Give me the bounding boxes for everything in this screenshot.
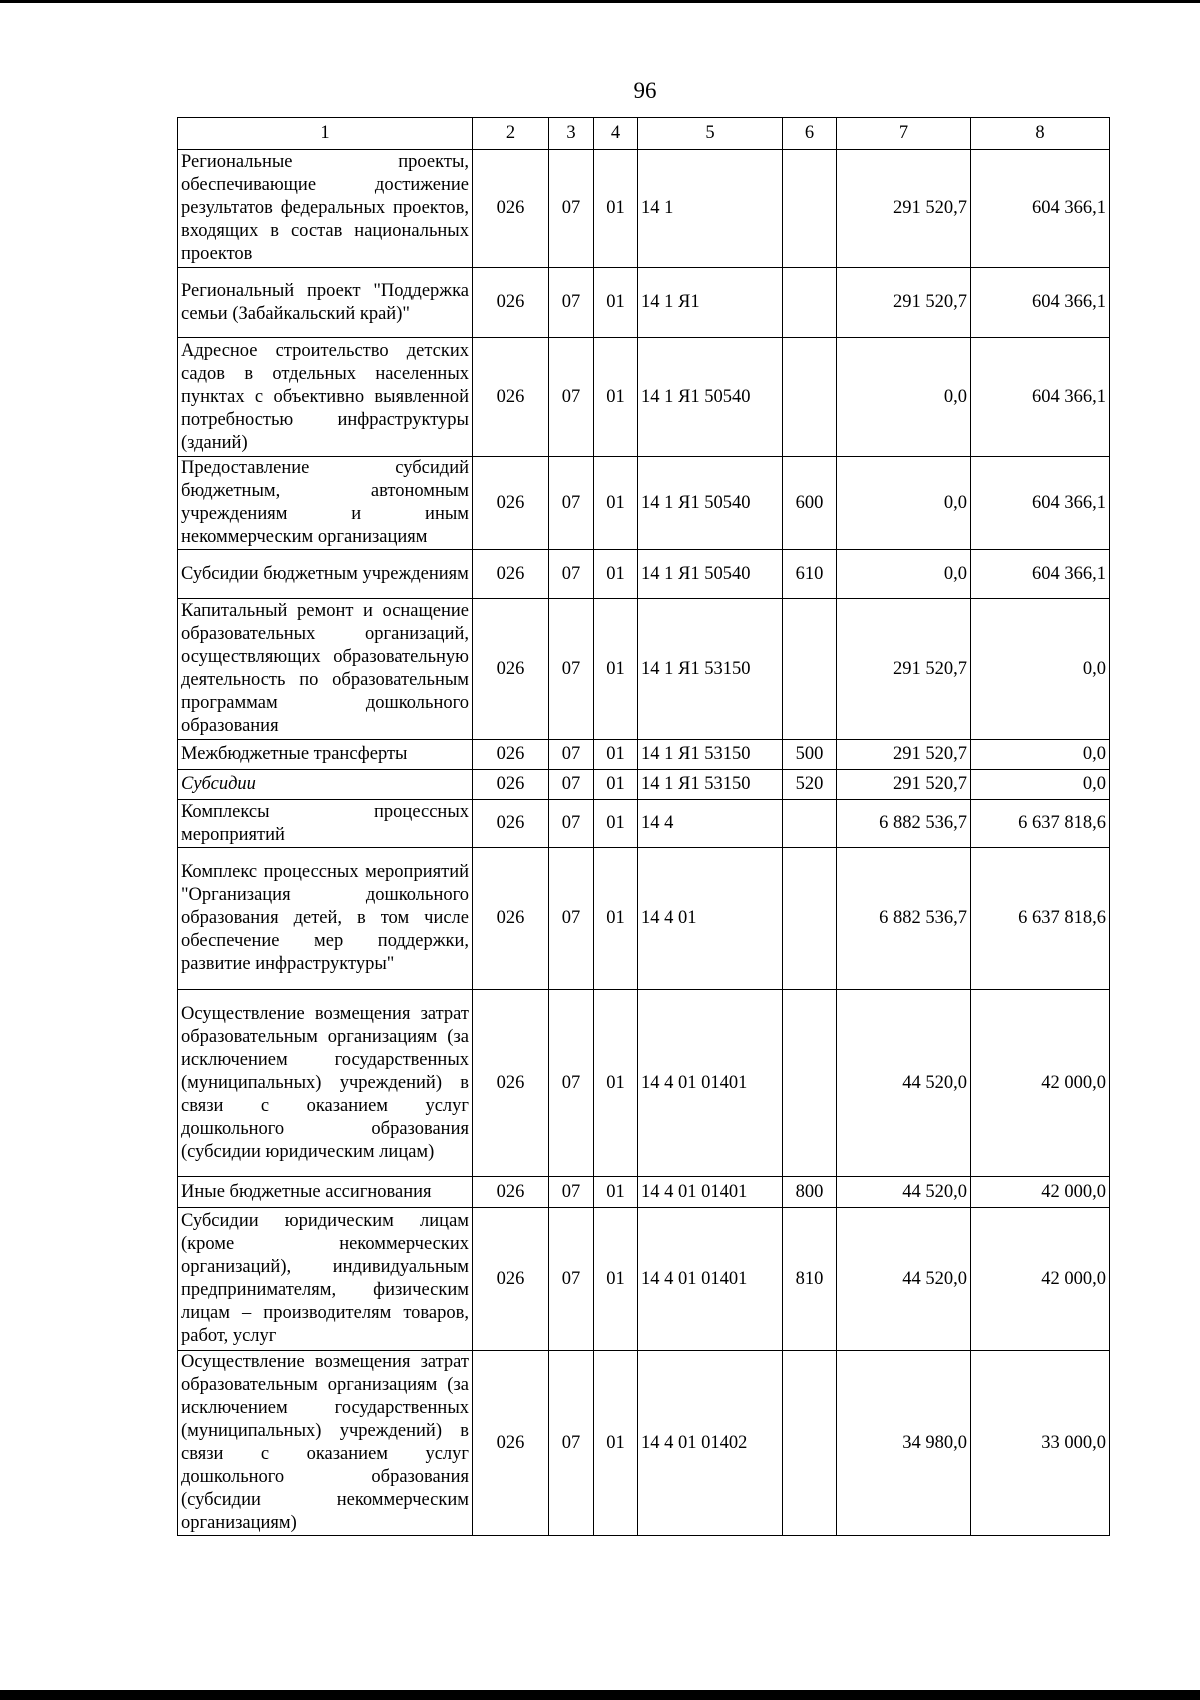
cell-amount-col7: 44 520,0 [837,1177,971,1208]
cell-amount-col8: 42 000,0 [971,1208,1110,1351]
cell-expense-type: 810 [783,1208,837,1351]
cell-expense-type [783,599,837,740]
table-row [178,1208,1110,1351]
cell-name: Комплекс процессных мероприятий "Организация дошкольного образования детей, в том числе обеспечение мер поддержки, развитие инфраструктуры" [178,848,473,990]
cell-target-article: 14 1 Я1 50540 [638,550,783,599]
cell-expense-type [783,338,837,457]
scan-top-edge [0,0,1200,3]
cell-name: Региональные проекты, обеспечивающие достижение результатов федеральных проектов, входящих в состав национальных проектов [178,150,473,268]
cell-target-article: 14 4 01 01401 [638,1177,783,1208]
header-col-3: 3 [549,118,594,150]
cell-section: 07 [549,1208,594,1351]
cell-subsection: 01 [594,150,638,268]
table-row [178,599,1110,740]
cell-subsection: 01 [594,848,638,990]
table-row [178,848,1110,990]
cell-target-article: 14 4 01 01401 [638,1208,783,1351]
cell-ministry-code: 026 [473,457,549,550]
header-row [178,118,1110,150]
cell-name: Субсидии [178,770,473,800]
header-col-6: 6 [783,118,837,150]
table-row [178,800,1110,848]
cell-amount-col8: 6 637 818,6 [971,800,1110,848]
cell-expense-type: 800 [783,1177,837,1208]
cell-ministry-code: 026 [473,848,549,990]
cell-name: Адресное строительство детских садов в отдельных населенных пунктах с объективно выявленной потребностью инфраструктуры (зданий) [178,338,473,457]
table-row [178,770,1110,800]
cell-section: 07 [549,457,594,550]
cell-expense-type [783,800,837,848]
cell-name: Субсидии юридическим лицам (кроме некоммерческих организаций), индивидуальным предпринимателям, физическим лицам – производителям товаров, работ, услуг [178,1208,473,1351]
cell-amount-col7: 291 520,7 [837,770,971,800]
cell-subsection: 01 [594,550,638,599]
cell-subsection: 01 [594,457,638,550]
table-row [178,268,1110,338]
cell-expense-type: 610 [783,550,837,599]
cell-ministry-code: 026 [473,1177,549,1208]
cell-expense-type [783,848,837,990]
cell-section: 07 [549,1351,594,1536]
cell-subsection: 01 [594,800,638,848]
cell-ministry-code: 026 [473,550,549,599]
cell-name: Предоставление субсидий бюджетным, автономным учреждениям и иным некоммерческим организациям [178,457,473,550]
cell-target-article: 14 4 01 01401 [638,990,783,1177]
cell-target-article: 14 1 Я1 50540 [638,338,783,457]
cell-amount-col7: 0,0 [837,338,971,457]
cell-target-article: 14 4 [638,800,783,848]
table-row [178,1351,1110,1536]
page-number: 96 [633,78,657,103]
cell-target-article: 14 1 Я1 [638,268,783,338]
cell-section: 07 [549,599,594,740]
cell-section: 07 [549,268,594,338]
cell-amount-col7: 6 882 536,7 [837,848,971,990]
cell-amount-col7: 44 520,0 [837,990,971,1177]
cell-subsection: 01 [594,1208,638,1351]
cell-amount-col8: 604 366,1 [971,457,1110,550]
cell-ministry-code: 026 [473,770,549,800]
cell-section: 07 [549,848,594,990]
cell-ministry-code: 026 [473,1208,549,1351]
cell-amount-col7: 291 520,7 [837,268,971,338]
table-row [178,1177,1110,1208]
cell-section: 07 [549,550,594,599]
cell-ministry-code: 026 [473,1351,549,1536]
cell-expense-type: 520 [783,770,837,800]
budget-table [177,117,1110,1536]
cell-amount-col7: 0,0 [837,457,971,550]
cell-amount-col8: 604 366,1 [971,150,1110,268]
cell-subsection: 01 [594,268,638,338]
cell-subsection: 01 [594,1177,638,1208]
cell-amount-col7: 6 882 536,7 [837,800,971,848]
cell-expense-type [783,268,837,338]
cell-section: 07 [549,150,594,268]
header-col-7: 7 [837,118,971,150]
table-row [178,550,1110,599]
cell-subsection: 01 [594,990,638,1177]
cell-amount-col7: 34 980,0 [837,1351,971,1536]
table-row [178,150,1110,268]
cell-expense-type [783,150,837,268]
header-col-1: 1 [178,118,473,150]
cell-ministry-code: 026 [473,990,549,1177]
cell-target-article: 14 1 [638,150,783,268]
cell-expense-type [783,1351,837,1536]
cell-ministry-code: 026 [473,800,549,848]
cell-amount-col7: 0,0 [837,550,971,599]
cell-amount-col8: 0,0 [971,740,1110,770]
cell-amount-col8: 604 366,1 [971,338,1110,457]
cell-amount-col8: 42 000,0 [971,1177,1110,1208]
cell-target-article: 14 1 Я1 53150 [638,770,783,800]
cell-subsection: 01 [594,1351,638,1536]
cell-section: 07 [549,990,594,1177]
cell-section: 07 [549,800,594,848]
cell-subsection: 01 [594,599,638,740]
table-row [178,338,1110,457]
cell-target-article: 14 1 Я1 50540 [638,457,783,550]
cell-target-article: 14 1 Я1 53150 [638,599,783,740]
table-body [178,150,1110,1536]
cell-name: Осуществление возмещения затрат образовательным организациям (за исключением государственных (муниципальных) учреждений) в связи с оказанием услуг дошкольного образования (субсидии юридическим лицам) [178,990,473,1177]
cell-amount-col8: 42 000,0 [971,990,1110,1177]
cell-subsection: 01 [594,740,638,770]
cell-target-article: 14 4 01 01402 [638,1351,783,1536]
header-col-4: 4 [594,118,638,150]
cell-amount-col8: 33 000,0 [971,1351,1110,1536]
table-row [178,457,1110,550]
header-col-8: 8 [971,118,1110,150]
cell-section: 07 [549,740,594,770]
cell-section: 07 [549,1177,594,1208]
cell-amount-col8: 0,0 [971,599,1110,740]
cell-ministry-code: 026 [473,268,549,338]
cell-amount-col8: 604 366,1 [971,550,1110,599]
table-row [178,740,1110,770]
cell-ministry-code: 026 [473,338,549,457]
cell-target-article: 14 4 01 [638,848,783,990]
cell-amount-col8: 6 637 818,6 [971,848,1110,990]
cell-section: 07 [549,338,594,457]
cell-name: Иные бюджетные ассигнования [178,1177,473,1208]
cell-expense-type [783,990,837,1177]
table-row [178,990,1110,1177]
cell-section: 07 [549,770,594,800]
scan-bottom-edge [0,1690,1200,1700]
cell-amount-col8: 0,0 [971,770,1110,800]
cell-name: Региональный проект "Поддержка семьи (Забайкальский край)" [178,268,473,338]
cell-name: Межбюджетные трансферты [178,740,473,770]
cell-amount-col7: 291 520,7 [837,740,971,770]
cell-amount-col7: 291 520,7 [837,599,971,740]
cell-name: Осуществление возмещения затрат образовательным организациям (за исключением государственных (муниципальных) учреждений) в связи с оказанием услуг дошкольного образования (субсидии некоммерческим организациям) [178,1351,473,1536]
header-col-2: 2 [473,118,549,150]
cell-amount-col8: 604 366,1 [971,268,1110,338]
cell-ministry-code: 026 [473,599,549,740]
cell-name: Субсидии бюджетным учреждениям [178,550,473,599]
cell-ministry-code: 026 [473,150,549,268]
cell-amount-col7: 291 520,7 [837,150,971,268]
cell-target-article: 14 1 Я1 53150 [638,740,783,770]
cell-ministry-code: 026 [473,740,549,770]
cell-expense-type: 500 [783,740,837,770]
cell-name: Капитальный ремонт и оснащение образовательных организаций, осуществляющих образовательную деятельность по образовательным программам дошкольного образования [178,599,473,740]
cell-name: Комплексы процессных мероприятий [178,800,473,848]
cell-expense-type: 600 [783,457,837,550]
cell-amount-col7: 44 520,0 [837,1208,971,1351]
cell-subsection: 01 [594,770,638,800]
header-col-5: 5 [638,118,783,150]
cell-subsection: 01 [594,338,638,457]
